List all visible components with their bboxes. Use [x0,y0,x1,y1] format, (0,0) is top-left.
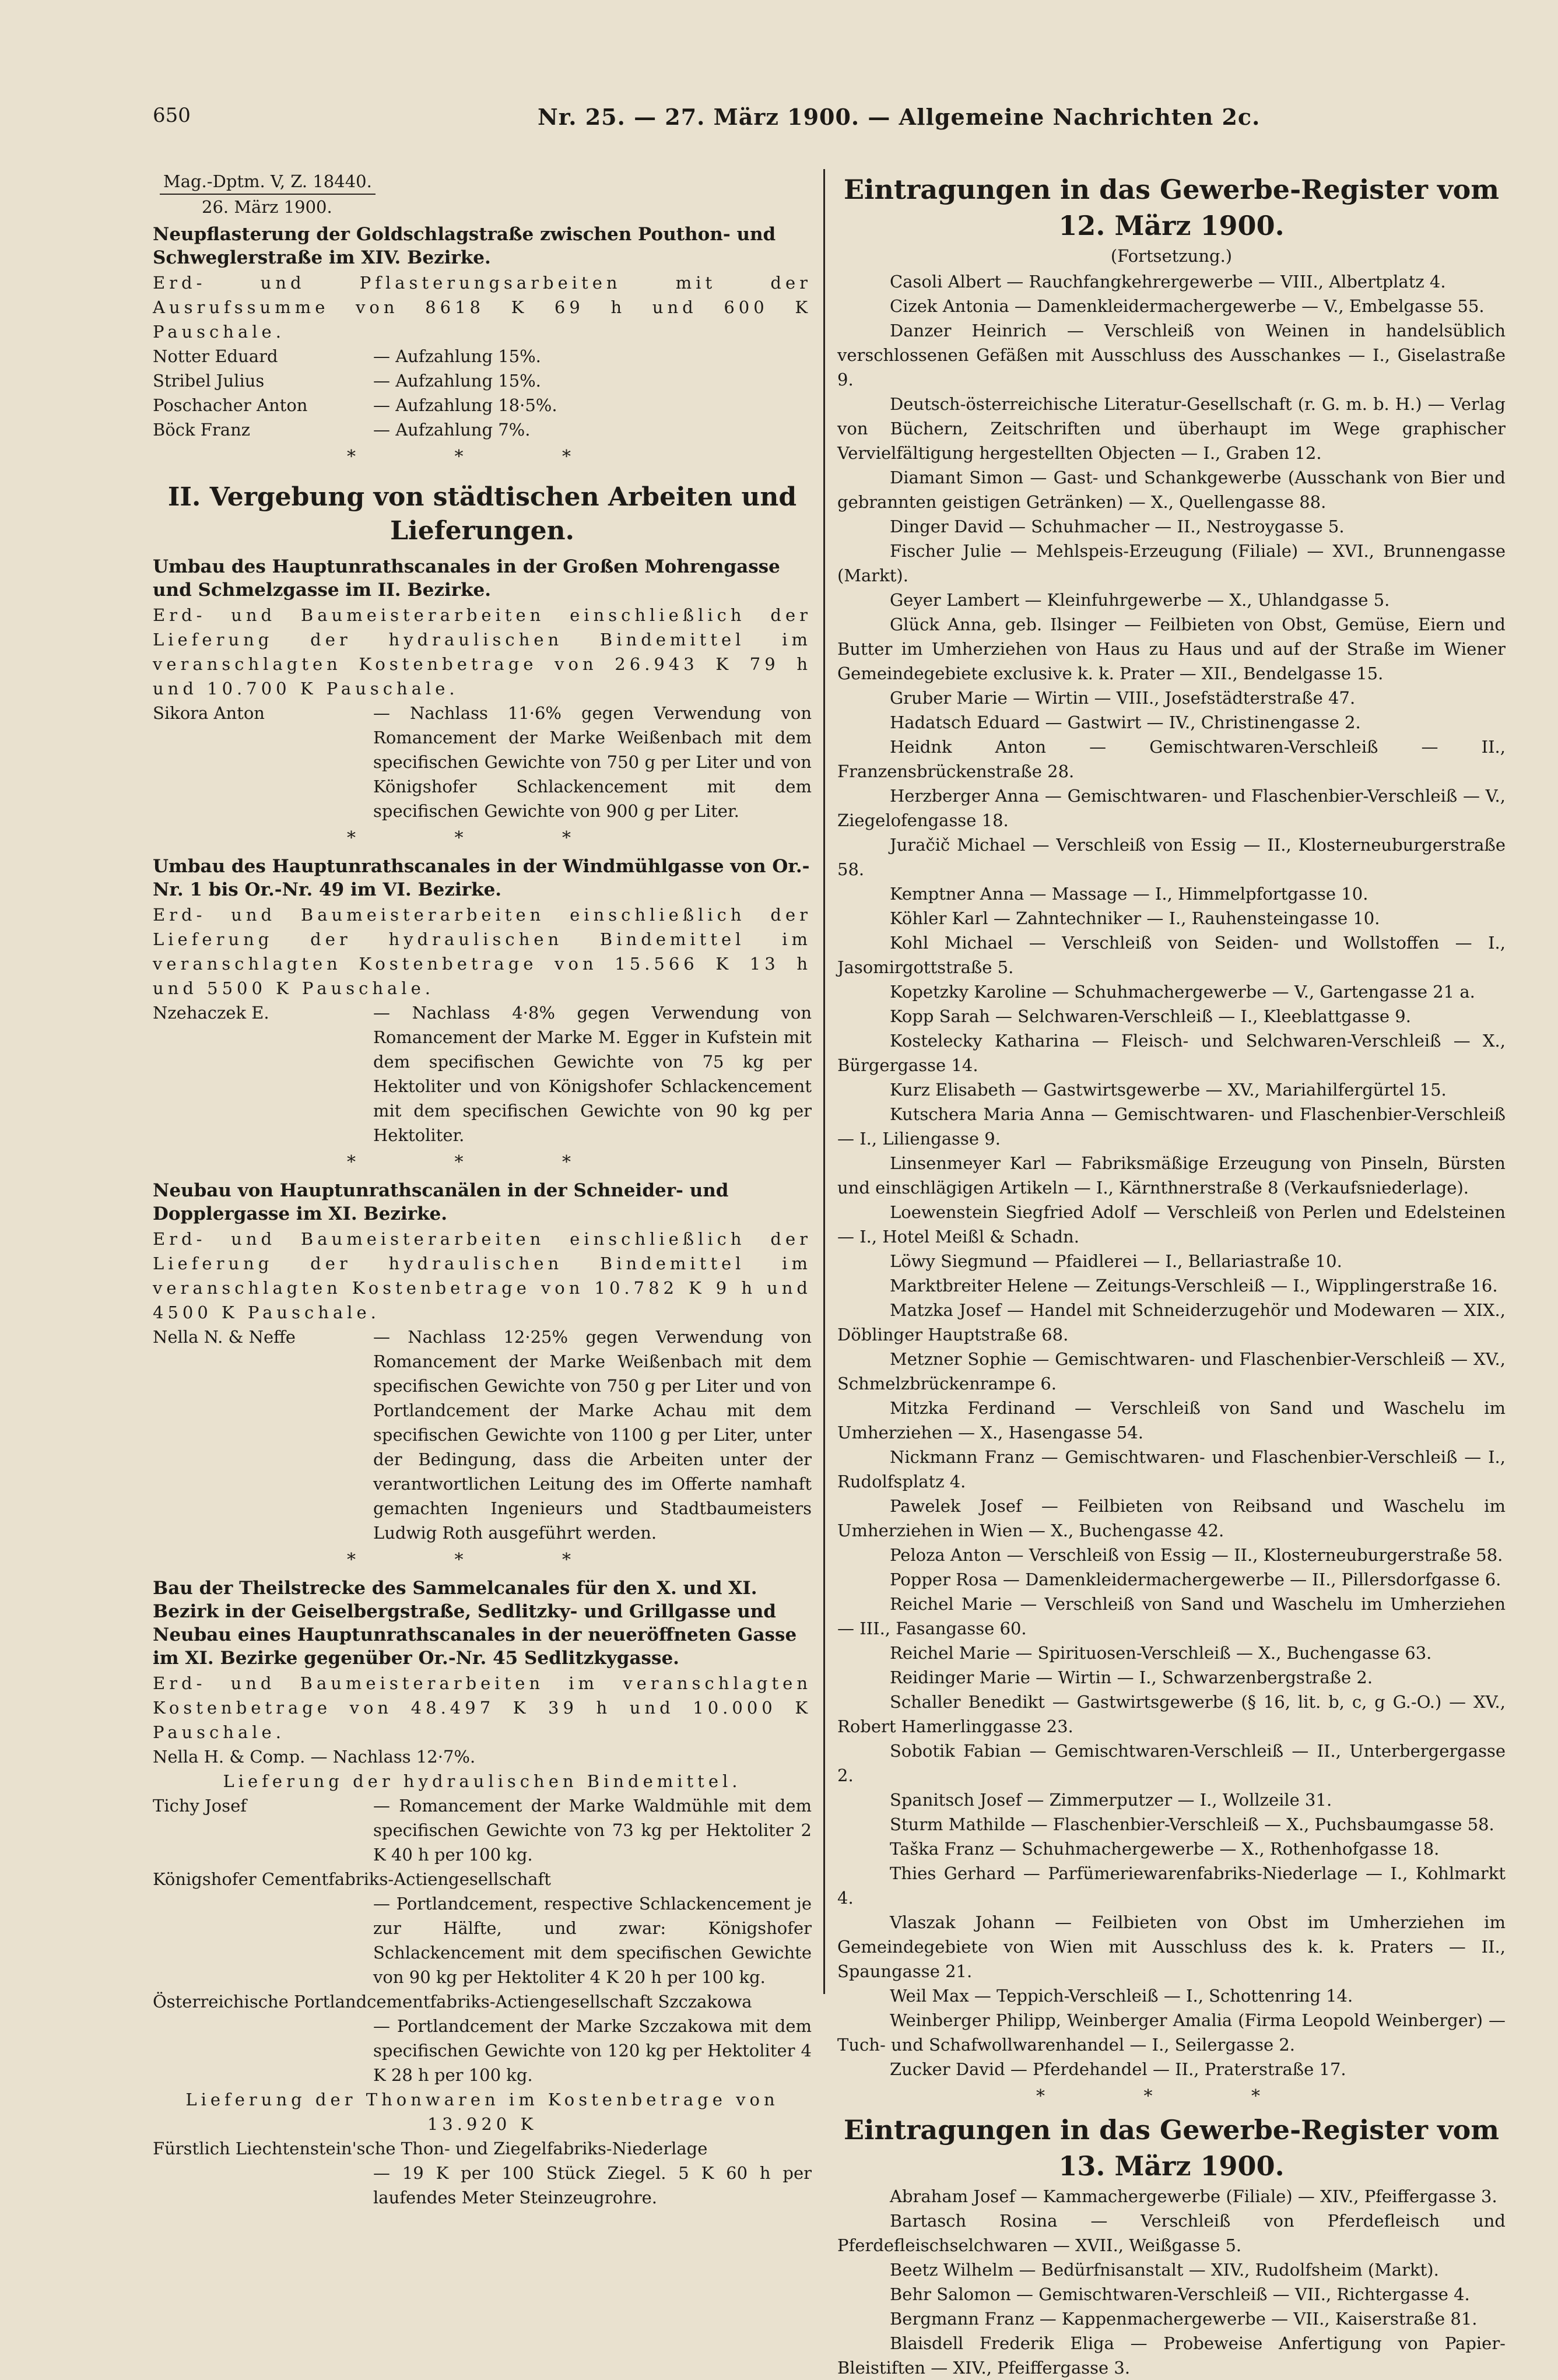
right-column [837,169,1506,2380]
register-entry: Herzberger Anna — Gemischtwaren- und Flaschenbier-Verschleiß — V., Ziegelofengasse 18. [837,786,1506,830]
separator-stars: * * * [346,1550,618,1570]
section-heading: Neubau von Hauptunrathscanälen in der Schneider- und Dopplergasse im XI. Bezirke. [153,1180,729,1224]
bidder-name: Sikora Anton [153,703,265,723]
bidder-name: Nella N. & Neffe [153,1327,296,1347]
register-entry: Taška Franz — Schuhmachergewerbe — X., Rothenhofgasse 18. [890,1839,1440,1859]
bid-text: — Aufzahlung 18·5%. [373,395,557,415]
bid-text: — Nachlass 12·25% gegen Verwendung von Romancement der Marke Weißenbach mit dem specifischen Gewichte von 750 g per Liter und von Portlandcement der Marke Achau mit dem specifischen Gewichte von 1100 g per Liter, unter der Bedingung, dass die Arbeiten unter der verantwortlichen Leitung des im Offerte namhaft gemachten Ingenieurs und Stadtbaumeisters Ludwig Roth ausgeführt werden. [373,1327,812,1543]
section-intro: Erd- und Baumeisterarbeiten einschließlich der Lieferung der hydraulischen Bindemittel im veranschlagten Kostenbetrage von 26.943 K 79 h und 10.700 K Pauschale. [153,605,812,698]
bidder-name: Notter Eduard [153,346,278,366]
bid-row [153,1001,812,1147]
register-entry: Reichel Marie — Spirituosen-Verschleiß — X., Buchengasse 63. [890,1643,1432,1663]
register-entry: Spanitsch Josef — Zimmerputzer — I., Wollzeile 31. [890,1790,1332,1810]
register-entry: Marktbreiter Helene — Zeitungs-Verschleiß — I., Wipplingerstraße 16. [890,1276,1498,1296]
bidder-name: Böck Franz [153,420,251,440]
column-divider [823,169,825,1994]
register-entry: Linsenmeyer Karl — Fabriksmäßige Erzeugung von Pinseln, Bürsten und einschlägigen Artikeln — I., Kärnthnerstraße 8 (Verkaufsniederlage). [837,1153,1506,1198]
register-entry: Pawelek Josef — Feilbieten von Reibsand und Waschelu im Umherziehen in Wien — X., Buchengasse 42. [837,1496,1506,1540]
register-entry: Kutschera Maria Anna — Gemischtwaren- und Flaschenbier-Verschleiß — I., Liliengasse 9. [837,1104,1506,1149]
section-intro: Erd- und Pflasterungsarbeiten mit der Ausrufssumme von 8618 K 69 h und 600 K Pauschale. [153,273,812,342]
bid-text: — 19 K per 100 Stück Ziegel. 5 K 60 h per laufendes Meter Steinzeugrohre. [373,2163,812,2207]
section-intro: Erd- und Baumeisterarbeiten einschließlich der Lieferung der hydraulischen Bindemittel im veranschlagten Kostenbetrage von 15.566 K 13 h und 5500 K Pauschale. [153,905,812,998]
bidder-name: Königshofer Cementfabriks-Actiengesellschaft [153,1869,551,1889]
register-entry: Vlaszak Johann — Feilbieten von Obst im Umherziehen im Gemeindegebiete von Wien mit Ausschluss des k. k. Praters — II., Spaungasse 21. [837,1912,1506,1981]
register-entry: Köhler Karl — Zahntechniker — I., Rauhensteingasse 10. [890,908,1380,928]
register-entry: Bartasch Rosina — Verschleiß von Pferdefleisch und Pferdefleischselchwaren — XVII., Weißgasse 5. [837,2211,1506,2255]
register-entry: Reichel Marie — Verschleiß von Sand und Waschelu im Umherziehen — III., Fasangasse 60. [837,1594,1506,1638]
register-entry: Kostelecky Katharina — Fleisch- und Selchwaren-Verschleiß — X., Bürgergasse 14. [837,1031,1506,1075]
register-entry: Kopetzky Karoline — Schuhmachergewerbe — V., Gartengasse 21 a. [890,982,1475,1002]
separator-stars: * * * [346,828,618,848]
section-intro: Erd- und Baumeisterarbeiten einschließlich der Lieferung der hydraulischen Bindemittel im veranschlagten Kostenbetrage von 10.782 K 9 h und 4500 K Pauschale. [153,1229,812,1322]
continuation-note: (Fortsetzung.) [1110,246,1233,266]
bid-text: — Aufzahlung 15%. [373,371,541,391]
subsection-heading: Lieferung der hydraulischen Bindemittel. [223,1771,742,1791]
bidder-name: Österreichische Portlandcementfabriks-Actiengesellschaft Szczakowa [153,1992,752,2012]
register-entry: Peloza Anton — Verschleiß von Essig — II., Klosterneuburgerstraße 58. [890,1545,1503,1565]
bid-row [153,417,812,442]
register-entry: Hadatsch Eduard — Gastwirt — IV., Christinengasse 2. [890,712,1361,732]
bid-row [153,1325,812,1545]
register-entry: Weinberger Philipp, Weinberger Amalia (Firma Leopold Weinberger) — Tuch- und Schafwollwarenhandel — I., Seilergasse 2. [837,2010,1506,2055]
subsection-heading: Lieferung der Thonwaren im Kostenbetrage von 13.920 K [185,2090,779,2134]
register-entry: Casoli Albert — Rauchfangkehrergewerbe — VIII., Albertplatz 4. [890,272,1446,292]
separator-stars: * * * [346,447,618,467]
register-entry: Sobotik Fabian — Gemischtwaren-Verschleiß — II., Unterbergergasse 2. [837,1741,1506,1785]
section-heading: Bau der Theilstrecke des Sammelcanales für den X. und XI. Bezirk in der Geiselbergstraße, Sedlitzky- und Grillgasse und Neubau eines Hauptunrathscanales in der neueröffneten Gasse im XI. Bezirke gegenüber Or.-Nr. 45 Sedlitzkygasse. [153,1578,797,1669]
register-entry: Cizek Antonia — Damenkleidermachergewerbe — V., Embelgasse 55. [890,296,1485,316]
page-header [153,104,1447,145]
bid-line: Nella H. & Comp. — Nachlass 12·7%. [153,1747,476,1767]
register-entry: Matzka Josef — Handel mit Schneiderzugehör und Modewaren — XIX., Döblinger Hauptstraße 68. [837,1300,1506,1345]
bid-text: — Romancement der Marke Waldmühle mit dem specifischen Gewichte von 73 kg per Hektoliter 2 K 40 h per 100 kg. [373,1796,812,1865]
reference-block [160,169,812,219]
register-entry: Kurz Elisabeth — Gastwirtsgewerbe — XV., Mariahilfergürtel 15. [890,1080,1447,1100]
register-entry: Kopp Sarah — Selchwaren-Verschleiß — I., Kleeblattgasse 9. [890,1006,1411,1026]
register-entry: Danzer Heinrich — Verschleiß von Weinen in handelsüblich verschlossenen Gefäßen mit Ausschluss des Ausschankes — I., Giselastraße 9. [837,321,1506,389]
register-entry: Bergmann Franz — Kappenmachergewerbe — VII., Kaiserstraße 81. [890,2309,1478,2329]
bid-row [153,393,812,417]
page-number: 650 [153,104,191,127]
bid-text: — Aufzahlung 7%. [373,420,531,440]
bid-text: — Nachlass 11·6% gegen Verwendung von Romancement der Marke Weißenbach mit dem specifischen Gewichte von 750 g per Liter und von Königshofer Schlackencement mit dem specifischen Gewichte von 900 g per Liter. [373,703,812,821]
bidder-name: Tichy Josef [153,1796,247,1816]
register-entry: Loewenstein Siegfried Adolf — Verschleiß von Perlen und Edelsteinen — I., Hotel Meißl & Schadn. [837,1202,1506,1247]
register-entry: Gruber Marie — Wirtin — VIII., Josefstädterstraße 47. [890,688,1356,708]
register-entry: Popper Rosa — Damenkleidermachergewerbe — II., Pillersdorfgasse 6. [890,1570,1501,1589]
reference-number: Mag.-Dptm. V, Z. 18440. [160,169,376,195]
register-entry: Thies Gerhard — Parfümeriewarenfabriks-Niederlage — I., Kohlmarkt 4. [837,1863,1506,1908]
register-entry: Reidinger Marie — Wirtin — I., Schwarzenbergstraße 2. [890,1668,1373,1687]
register-entry: Sturm Mathilde — Flaschenbier-Verschleiß — X., Puchsbaumgasse 58. [890,1814,1494,1834]
running-title: Nr. 25. — 27. März 1900. — Allgemeine Nachrichten 2c. [538,104,1261,130]
bid-text: — Aufzahlung 15%. [373,346,541,366]
left-column [153,169,812,2210]
bidder-name: Nzehaczek E. [153,1003,269,1023]
register-entry: Beetz Wilhelm — Bedürfnisanstalt — XIV., Rudolfsheim (Markt). [890,2260,1439,2280]
section-heading: Neupflasterung der Goldschlagstraße zwischen Pouthon- und Schweglerstraße im XIV. Bezirke. [153,224,776,268]
register-entry: Fischer Julie — Mehlspeis-Erzeugung (Filiale) — XVI., Brunnengasse (Markt). [837,541,1506,585]
register-entry: Löwy Siegmund — Pfaidlerei — I., Bellariastraße 10. [890,1251,1342,1271]
section-heading: Umbau des Hauptunrathscanales in der Großen Mohrengasse und Schmelzgasse im II. Bezirke. [153,556,780,601]
register-entry: Diamant Simon — Gast- und Schankgewerbe (Ausschank von Bier und gebrannten geistigen Getränken) — X., Quellengasse 88. [837,468,1506,512]
bid-text: — Nachlass 4·8% gegen Verwendung von Romancement der Marke M. Egger in Kufstein mit dem specifischen Gewichte von 75 kg per Hektoliter und von Königshofer Schlackencement mit dem specifischen Gewichte von 90 kg per Hektoliter. [373,1003,812,1145]
bid-row [153,344,812,368]
bidder-name: Stribel Julius [153,371,265,391]
register-heading: Eintragungen in das Gewerbe-Register vom 12. März 1900. [843,174,1500,241]
register-entry: Schaller Benedikt — Gastwirtsgewerbe (§ 16, lit. b, c, g G.-O.) — XV., Robert Hamerlinggasse 23. [837,1692,1506,1736]
bidder-name: Fürstlich Liechtenstein'sche Thon- und Ziegelfabriks-Niederlage [153,2139,708,2158]
register-entry: Deutsch-österreichische Literatur-Gesellschaft (r. G. m. b. H.) — Verlag von Büchern, Zeitschriften und überhaupt im Wege graphischer Vervielfältigung hergestellten Objecten — I., Graben 12. [837,394,1506,463]
bidder-name: Poschacher Anton [153,395,308,415]
register-entry: Metzner Sophie — Gemischtwaren- und Flaschenbier-Verschleiß — XV., Schmelzbrückenrampe 6. [837,1349,1506,1393]
register-entry: Mitzka Ferdinand — Verschleiß von Sand und Waschelu im Umherziehen — X., Hasengasse 54. [837,1398,1506,1442]
register-entry: Abraham Josef — Kammachergewerbe (Filiale) — XIV., Pfeiffergasse 3. [890,2186,1497,2206]
bid-row [153,1793,812,1867]
register-entry: Geyer Lambert — Kleinfuhrgewerbe — X., Uhlandgasse 5. [890,590,1390,610]
separator-stars: * * * [346,1152,618,1173]
register-heading: Eintragungen in das Gewerbe-Register vom 13. März 1900. [843,2114,1500,2182]
register-entry: Juračič Michael — Verschleiß von Essig — II., Klosterneuburgerstraße 58. [837,835,1506,879]
main-section-heading: II. Vergebung von städtischen Arbeiten und Lieferungen. [167,482,797,546]
bid-text: — Portlandcement, respective Schlackencement je zur Hälfte, und zwar: Königshofer Schlackencement mit dem specifischen Gewichte von 90 kg per Hektoliter 4 K 20 h per 100 kg. [373,1894,812,1987]
register-entry: Kemptner Anna — Massage — I., Himmelpfortgasse 10. [890,884,1368,904]
bid-text: — Portlandcement der Marke Szczakowa mit dem specifischen Gewichte von 120 kg per Hektoliter 4 K 28 h per 100 kg. [373,2016,812,2085]
bid-row [153,368,812,393]
separator-stars: * * * [1036,2086,1307,2107]
register-entry: Heidnk Anton — Gemischtwaren-Verschleiß — II., Franzensbrückenstraße 28. [837,737,1506,781]
section-heading: Umbau des Hauptunrathscanales in der Windmühlgasse von Or.-Nr. 1 bis Or.-Nr. 49 im VI. Bezirke. [153,856,810,900]
register-list [837,269,1506,2081]
bid-row [153,701,812,823]
register-entry: Weil Max — Teppich-Verschleiß — I., Schottenring 14. [890,1986,1353,2006]
register-entry: Blaisdell Frederik Eliga — Probeweise Anfertigung von Papier-Bleistiften — XIV., Pfeiffergasse 3. [837,2333,1506,2378]
register-entry: Glück Anna, geb. Ilsinger — Feilbieten von Obst, Gemüse, Eiern und Butter im Umherziehen von Haus zu Haus und auf der Straße im Wiener Gemeindegebiete exclusive k. k. Prater — XII., Bendelgasse 15. [837,615,1506,683]
register-entry: Dinger David — Schuhmacher — II., Nestroygasse 5. [890,517,1345,536]
register-entry: Behr Salomon — Gemischtwaren-Verschleiß — VII., Richtergasse 4. [890,2284,1470,2304]
register-entry: Zucker David — Pferdehandel — II., Praterstraße 17. [890,2059,1346,2079]
register-entry: Nickmann Franz — Gemischtwaren- und Flaschenbier-Verschleiß — I., Rudolfsplatz 4. [837,1447,1506,1491]
section-intro: Erd- und Baumeisterarbeiten im veranschlagten Kostenbetrage von 48.497 K 39 h und 10.000 K Pauschale. [153,1673,812,1742]
reference-date: 26. März 1900. [202,197,332,217]
register-list [837,2184,1506,2380]
register-entry: Kohl Michael — Verschleiß von Seiden- und Wollstoffen — I., Jasomirgottstraße 5. [837,933,1506,977]
